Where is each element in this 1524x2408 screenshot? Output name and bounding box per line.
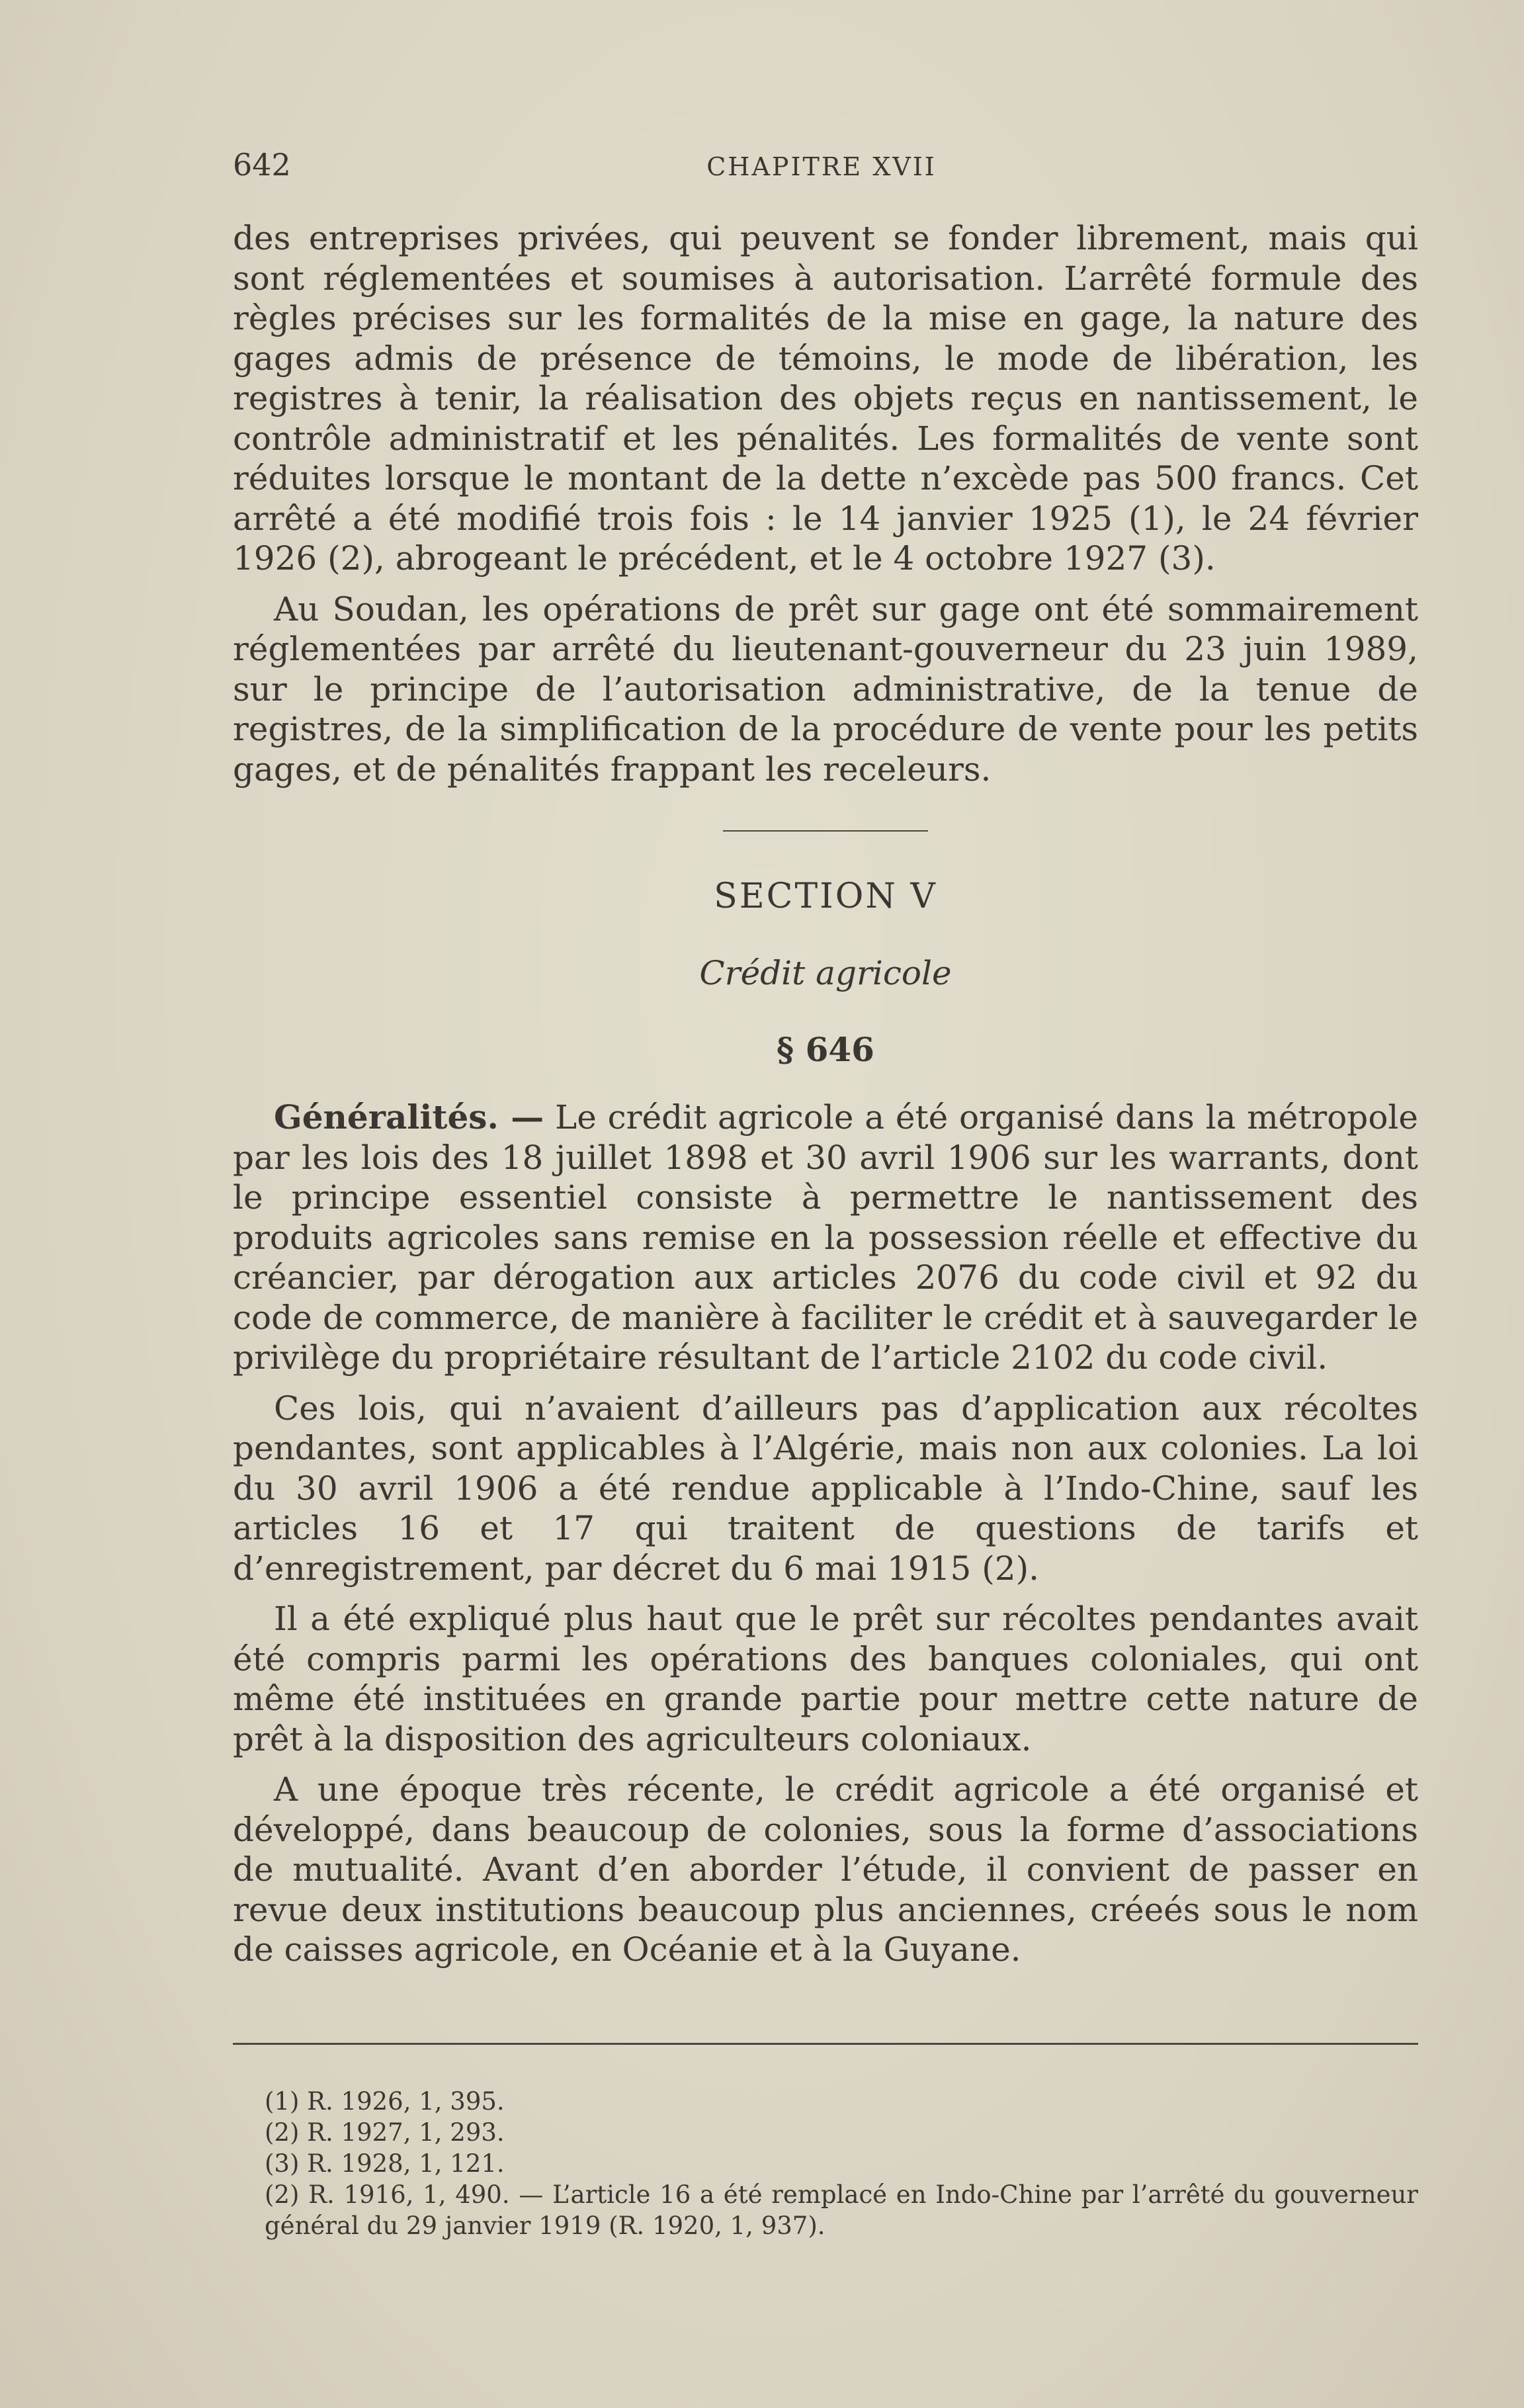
footnote: (1) R. 1926, 1, 395. [265, 2087, 505, 2116]
paragraph-mutualite: A une époque très récente, le crédit agricole a été organisé et développé, dans beaucoup de colonies, sous la forme d’associations de mutualité. Avant d’en aborder l’étude, il convient de passer en revue deux institutions beaucoup plus anciennes, créeés sous le nom de caisses agricole, en Océanie et à la Guyane. [233, 1770, 1418, 1969]
paragraph-generalites [233, 1097, 1418, 1378]
paragraph-banques: Il a été expliqué plus haut que le prêt sur récoltes pendantes avait été compris parmi les opérations des banques coloniales, qui ont même été instituées en grande partie pour mettre cette nature de prêt à la disposition des agriculteurs coloniaux. [233, 1600, 1418, 1758]
footnotes [233, 2043, 1418, 2241]
run-in-heading: Généralités. — [274, 1097, 544, 1137]
paragraph-generalites-text: Le crédit agricole a été organisé dans la métropole par les lois des 18 juillet 1898 et 30 avril 1906 sur les warrants, dont le principe essentiel consiste à permettre le nantissement des produits agricoles sans remise en la possession réelle et effective du créancier, par dérogation aux articles 2076 du code civil et 92 du code de commerce, de manière à faciliter le crédit et à sauvegarder le privilège du propriétaire résultant de l’article 2102 du code civil. [233, 1098, 1418, 1377]
paragraph-soudan: Au Soudan, les opérations de prêt sur gage ont été sommairement réglementées par arrêté du lieutenant-gouverneur du 23 juin 1989, sur le principe de l’autorisation administrative, de la tenue de registres, de la simplification de la procédure de vente pour les petits gages, et de pénalités frappant les receleurs. [233, 589, 1418, 789]
page-number: 642 [233, 147, 291, 183]
footnote: (2) R. 1916, 1, 490. — L’article 16 a été remplacé en Indo-Chine par l’arrêté du gouverneur général du 29 janvier 1919 (R. 1920, 1, 937). [265, 2180, 1418, 2240]
section-title: SECTION V [714, 877, 937, 916]
paragraph-lois: Ces lois, qui n’avaient d’ailleurs pas d’application aux récoltes pendantes, sont applicables à l’Algérie, mais non aux colonies. La loi du 30 avril 1906 a été rendue applicable à l’Indo-Chine, sauf les articles 16 et 17 qui traitent de questions de tarifs et d’enregistrement, par décret du 6 mai 1915 (2). [233, 1389, 1418, 1588]
section-divider [723, 830, 928, 832]
section-subtitle: Crédit agricole [699, 954, 952, 992]
section-paragraph-mark: § 646 [777, 1030, 874, 1069]
paragraph-continued: des entreprises privées, qui peuvent se fonder librement, mais qui sont réglementées et soumises à autorisation. L’arrêté formule des règles précises sur les formalités de la mise en gage, la nature des gages admis de présence de témoins, le mode de libération, les registres à tenir, la réalisation des objets reçus en nantissement, le contrôle administratif et les pénalités. Les formalités de vente sont réduites lorsque le montant de la dette n’excède pas 500 francs. Cet arrêté a été modifié trois fois : le 14 janvier 1925 (1), le 24 février 1926 (2), abrogeant le précédent, et le 4 octobre 1927 (3). [233, 219, 1418, 578]
footnote: (3) R. 1928, 1, 121. [265, 2149, 505, 2178]
page-header [233, 147, 1410, 187]
footnote: (2) R. 1927, 1, 293. [265, 2118, 505, 2147]
running-head: CHAPITRE XVII [706, 152, 937, 181]
main-text [233, 218, 1418, 1970]
